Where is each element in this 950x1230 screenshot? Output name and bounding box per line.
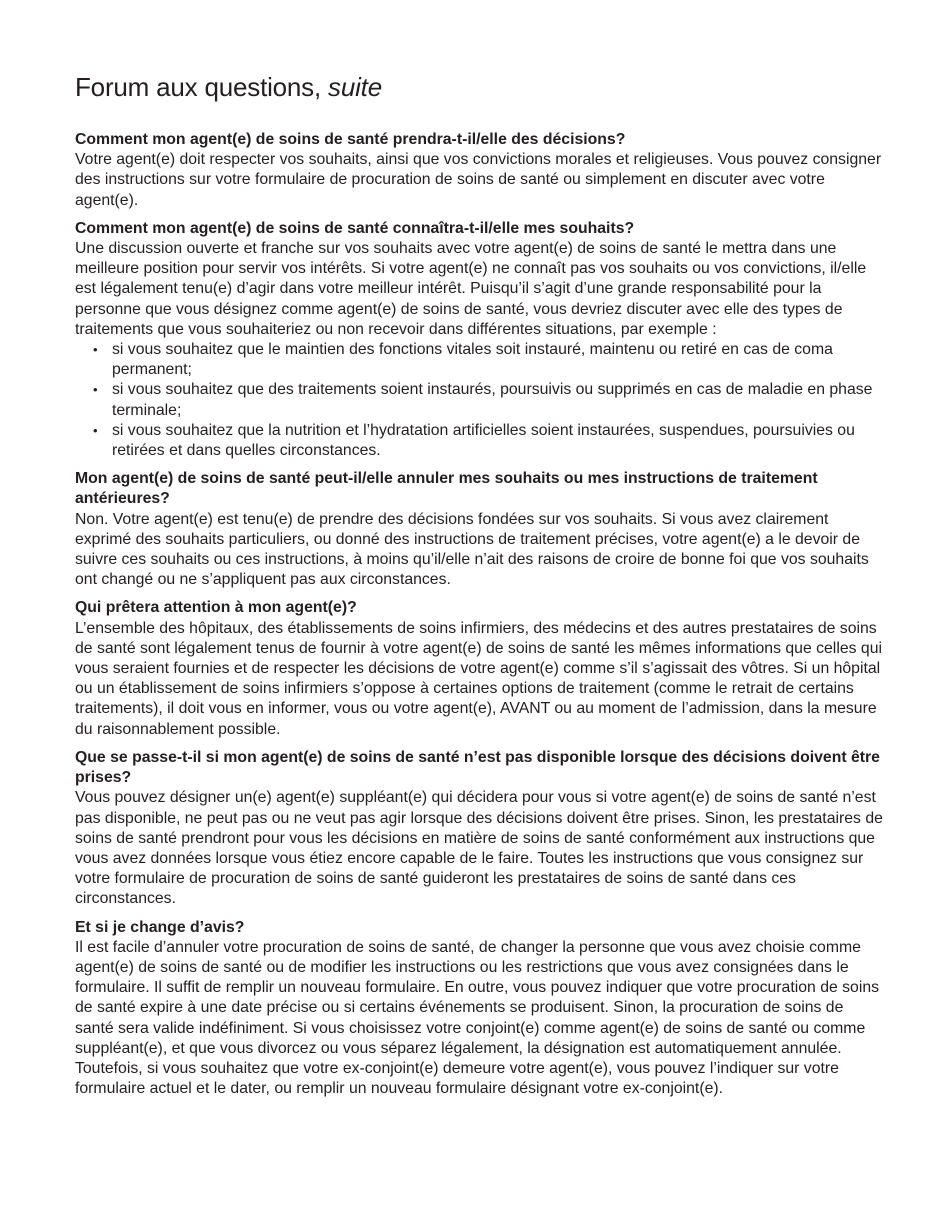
faq-answer: L’ensemble des hôpitaux, des établissements de soins infirmiers, des médecins et des autres prestataires de soins de santé sont légalement tenus de fournir à votre agent(e) de soins de santé les mêmes informations que celles qui vous seraient fournies et de respecter les décisions de votre agent(e) comme s’il s’agissait des vôtres. Si un hôpital ou un établissement de soins infirmiers s’oppose à certaines options de traitement (comme le retrait de certains traitements), il doit vous en informer, vous ou votre agent(e), AVANT ou au moment de l’admission, dans la mesure du raisonnablement possible. (75, 619, 882, 738)
bullet-list (75, 340, 883, 461)
faq-answer: Une discussion ouverte et franche sur vos souhaits avec votre agent(e) de soins de santé le mettra dans une meilleure position pour servir vos intérêts. Si votre agent(e) ne connaît pas vos souhaits ou vos convictions, il/elle est légalement tenu(e) d’agir dans votre meilleur intérêt. Puisqu’il s’agit d’une grande responsabilité pour la personne que vous désignez comme agent(e) de soins de santé, vous devriez discuter avec elle des types de traitements que vous souhaiteriez ou non recevoir dans différentes situations, par exemple : (75, 240, 867, 338)
faq-answer: Il est facile d’annuler votre procuration de soins de santé, de changer la personne que vous avez choisie comme agent(e) de soins de santé ou de modifier les instructions ou les restrictions que vous avez consignées dans le formulaire. Il suffit de remplir un nouveau formulaire. En outre, vous pouvez indiquer que votre procuration de soins de santé expire à une date précise ou si certains événements se produisent. Sinon, la procuration de soins de santé sera valide indéfiniment. Si vous choisissez votre conjoint(e) comme agent(e) de soins de santé ou comme suppléant(e), et que vous divorcez ou vous séparez légalement, la désignation est automatiquement annulée. Toutefois, si vous souhaitez que votre ex-conjoint(e) demeure votre agent(e), vous pouvez l’indiquer sur votre formulaire actuel et le dater, ou remplir un nouveau formulaire désignant votre ex-conjoint(e). (75, 938, 880, 1098)
faq-section-change-mind (75, 918, 883, 1100)
faq-section-wishes (75, 219, 883, 461)
faq-section-override (75, 469, 883, 590)
faq-question: Comment mon agent(e) de soins de santé connaîtra-t-il/elle mes souhaits? (75, 219, 635, 237)
faq-question: Qui prêtera attention à mon agent(e)? (75, 599, 357, 617)
faq-answer: Vous pouvez désigner un(e) agent(e) suppléant(e) qui décidera pour vous si votre agent(e) de soins de santé n’est pas disponible, ne peut pas ou ne veut pas agir lorsque des décisions doivent être prises. Sinon, les prestataires de soins de santé prendront pour vous les décisions en matière de soins de santé conformément aux instructions que vous avez données lorsque vous étiez encore capable de le faire. Toutes les instructions que vous consignez sur votre formulaire de procuration de soins de santé guideront les prestataires de soins de santé dans ces circonstances. (75, 789, 883, 908)
faq-question: Et si je change d’avis? (75, 918, 245, 936)
page-title (75, 70, 883, 104)
faq-question: Mon agent(e) de soins de santé peut-il/elle annuler mes souhaits ou mes instructions de traitement antérieures? (75, 470, 818, 508)
page-title-main: Forum aux questions, (75, 72, 329, 102)
faq-section-attention (75, 598, 883, 739)
bullet-item: • si vous souhaitez que la nutrition et l’hydratation artificielles soient instaurées, suspendues, poursuivies ou retirées et dans quelles circonstances. (112, 421, 883, 461)
document-page (75, 70, 883, 1107)
faq-section-decisions (75, 130, 883, 211)
faq-question: Comment mon agent(e) de soins de santé prendra-t-il/elle des décisions? (75, 131, 626, 148)
bullet-item: • si vous souhaitez que des traitements soient instaurés, poursuivis ou supprimés en cas de maladie en phase terminale; (112, 380, 883, 420)
faq-section-unavailable (75, 748, 883, 910)
bullet-item: • si vous souhaitez que le maintien des fonctions vitales soit instauré, maintenu ou retiré en cas de coma permanent; (112, 340, 883, 380)
faq-answer: Non. Votre agent(e) est tenu(e) de prendre des décisions fondées sur vos souhaits. Si vous avez clairement exprimé des souhaits particuliers, ou donné des instructions de traitement précises, votre agent(e) a le devoir de suivre ces souhaits ou ces instructions, à moins qu’il/elle n’ait des raisons de croire de bonne foi que vos souhaits ont changé ou ne s’appliquent pas aux circonstances. (75, 510, 869, 589)
faq-answer: Votre agent(e) doit respecter vos souhaits, ainsi que vos convictions morales et religieuses. Vous pouvez consigner des instructions sur votre formulaire de procuration de soins de santé ou simplement en discuter avec votre agent(e). (75, 151, 882, 209)
page-title-italic: suite (328, 72, 382, 102)
faq-question: Que se passe-t-il si mon agent(e) de soins de santé n’est pas disponible lorsque des décisions doivent être prises? (75, 748, 880, 787)
